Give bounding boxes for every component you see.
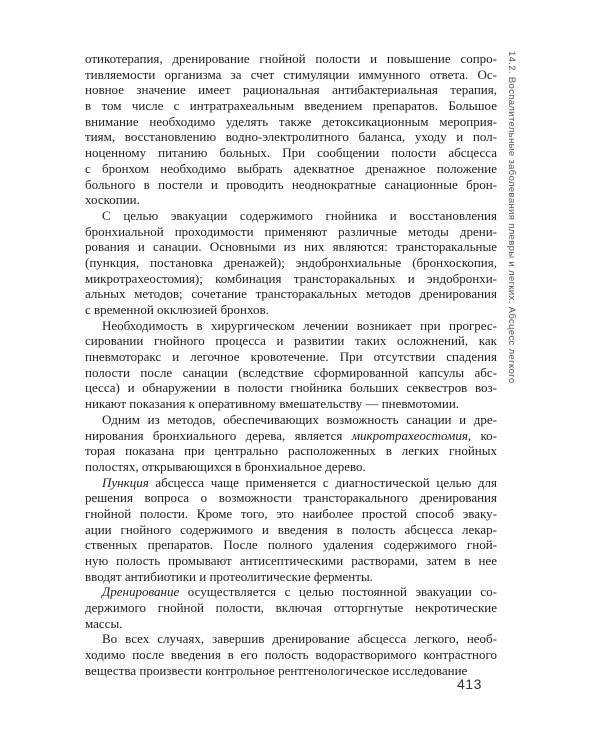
text-line — [85, 631, 497, 647]
text-run: Одним из методов, обеспечивающих возможность санации и дре- — [102, 411, 497, 427]
text-run: полости после санации (вследствие сформированной капсулы абс- — [85, 364, 497, 380]
text-line — [85, 333, 497, 349]
text-line — [85, 380, 497, 396]
paragraph — [85, 475, 497, 585]
text-line — [85, 490, 497, 506]
text-run: вводят антибиотики и протеолитические ферменты. — [85, 568, 373, 584]
text-line — [85, 192, 497, 208]
text-run: в том числе с интратрахеальным введением препаратов. Большое — [85, 98, 497, 114]
text-line — [85, 67, 497, 83]
text-line — [85, 475, 497, 491]
paragraph — [85, 584, 497, 631]
text-run: ственных препаратов. После полного удаления содержимого гной- — [85, 537, 497, 553]
paragraph — [85, 631, 497, 678]
text-run: решения вопроса о возможности трансторакального дренирования — [85, 490, 497, 506]
text-line — [85, 663, 497, 679]
text-run: полостях, открывающихся в бронхиальное дерево. — [85, 458, 366, 474]
text-line — [85, 553, 497, 569]
text-run: альных методов; сочетание трансторакальных методов дренирования — [85, 286, 497, 302]
text-line — [85, 224, 497, 240]
text-line — [85, 161, 497, 177]
text-run: ную полость промывают антисептическими растворами, затем в нее — [85, 553, 497, 568]
emphasized-term: Дренирование — [102, 584, 180, 600]
chapter-section-label: 14.2. Воспалительные заболевания плевры и легких. Абсцесс легкого — [506, 51, 517, 384]
text-run: С целью эвакуации содержимого гнойника и восстановления — [102, 207, 497, 223]
text-line — [85, 584, 497, 600]
text-line — [85, 600, 497, 616]
text-run: никают показания к оперативному вмешательству — пневмотомии. — [85, 396, 460, 412]
text-run: осуществляется с целью постоянной эвакуации со- — [179, 584, 497, 600]
text-run: абсцесса чаще применяется с диагностической целью для — [148, 474, 497, 490]
text-run: рования и санации. Основными из них являются: трансторакальные — [85, 239, 497, 255]
text-run: новное значение имеет рациональная антибактериальная терапия, — [85, 82, 497, 98]
text-run: больного в постели и проводить неоднократные санационные брон- — [85, 176, 497, 192]
text-line — [85, 177, 497, 193]
text-line — [85, 286, 497, 302]
text-run: микротрахеостомия); комбинация трансторакальных и эндобронхи- — [85, 270, 497, 286]
text-run: хоскопии. — [85, 192, 140, 208]
text-run: вещества произвести контрольное рентгенологическое исследование — [85, 662, 468, 678]
text-run: пневмоторакс и легочное кровотечение. При отсутствии спадения — [85, 349, 497, 365]
text-line — [85, 349, 497, 365]
text-line — [85, 647, 497, 663]
text-line — [85, 428, 497, 444]
text-run: с временной окклюзией бронхов. — [85, 302, 269, 317]
text-line — [85, 569, 497, 585]
text-run: Необходимость в хирургическом лечении возникает при прогрес- — [102, 317, 497, 333]
text-line — [85, 208, 497, 224]
text-run: держимого гнойной полости, включая отторгнутые некротические — [85, 600, 497, 616]
emphasized-term: микротрахеостомия — [351, 427, 468, 443]
text-run: гнойной полости. Кроме того, это наиболее простой способ эваку- — [85, 505, 497, 521]
text-run: массы. — [85, 615, 123, 631]
text-line — [85, 506, 497, 522]
text-line — [85, 537, 497, 553]
paragraph — [85, 51, 497, 208]
text-run: цесса) и обнаружении в полости гнойника больших секвестров воз- — [85, 380, 497, 396]
paragraph — [85, 208, 497, 318]
text-run: ходимо после введения в его полость водорастворимого контрастного — [85, 647, 497, 663]
text-run: Во всех случаях, завершив дренирование абсцесса легкого, необ- — [102, 631, 497, 647]
text-line — [85, 129, 497, 145]
text-run: тивляемости организма за счет стимуляции иммунного ответа. Ос- — [85, 66, 497, 82]
text-line — [85, 365, 497, 381]
text-line — [85, 255, 497, 271]
text-line — [85, 443, 497, 459]
page-number: 413 — [457, 676, 482, 692]
emphasized-term: Пункция — [102, 474, 149, 490]
text-line — [85, 318, 497, 334]
text-line — [85, 98, 497, 114]
text-run: , ко- — [467, 427, 497, 443]
text-line — [85, 271, 497, 287]
text-line — [85, 412, 497, 428]
text-line — [85, 145, 497, 161]
text-line — [85, 302, 497, 318]
text-line — [85, 616, 497, 632]
text-run: нирования бронхиального дерева, является — [85, 427, 352, 443]
text-line — [85, 522, 497, 538]
text-run: с бронхом необходимо выбрать адекватное дренажное положение — [85, 160, 497, 176]
text-line — [85, 82, 497, 98]
text-run: сировании гнойного процесса и развитии таких осложнений, как — [85, 333, 497, 349]
text-line — [85, 396, 497, 412]
text-run: тиям, восстановлению водно-электролитного баланса, уходу и пол- — [85, 129, 497, 145]
text-line — [85, 459, 497, 475]
paragraph — [85, 318, 497, 412]
text-line — [85, 239, 497, 255]
text-line — [85, 51, 497, 67]
text-run: ации гнойного содержимого и введения в полость абсцесса лекар- — [85, 521, 497, 537]
text-run: бронхиальной проходимости применяют различные методы дрени- — [85, 223, 497, 239]
text-run: отикотерапия, дренирование гнойной полости и повышение сопро- — [85, 51, 497, 66]
text-run: внимание необходимо уделять также детоксикационным мероприя- — [85, 113, 497, 129]
text-run: торая показана при центрально расположенных в легких гнойных — [85, 443, 497, 459]
text-run: ноценному питанию больных. При сообщении полости абсцесса — [85, 145, 497, 161]
paragraph — [85, 412, 497, 475]
text-block — [85, 51, 497, 679]
text-line — [85, 114, 497, 130]
text-run: (пункция, постановка дренажей); эндобронхиальные (бронхоскопия, — [85, 254, 497, 270]
